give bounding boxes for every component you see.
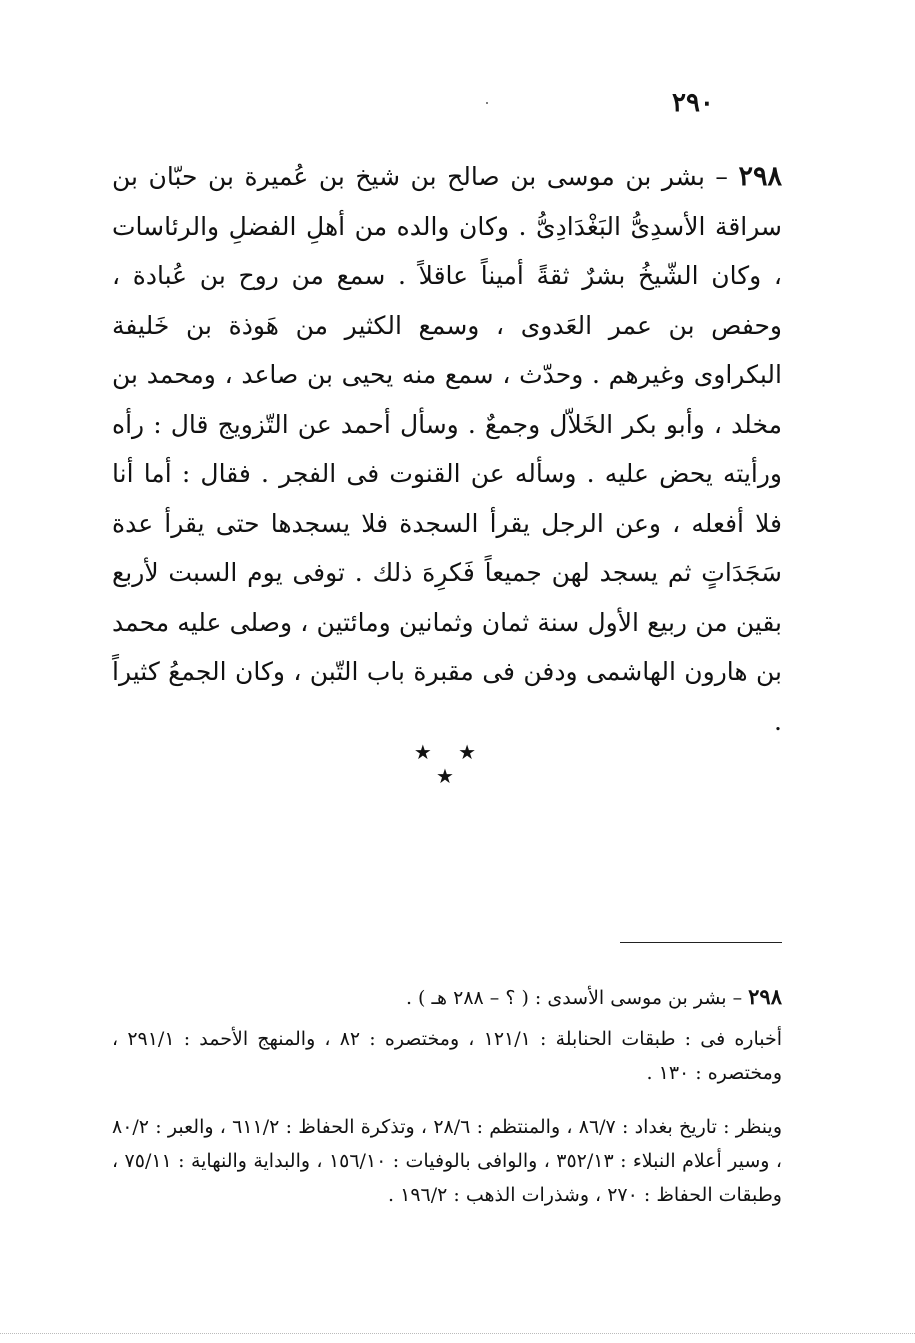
- footnote-dash: –: [726, 987, 749, 1009]
- entry-text: بشر بن موسى بن صالح بن شيخ بن عُميرة بن حبّان بن سراقة الأسدِىُّ البَغْدَادِىُّ . وكان والده من أهلِ الفضلِ والرئاسات ، وكان الشّيخُ بشرٌ ثقةً أميناً عاقلاً . سمع من روح بن عُبادة ، وحفص بن عمر العَدوى ، وسمع الكثير من هَوذة بن خَليفة البكراوى وغيرهم . وحدّث ، سمع منه يحيى بن صاعد ، ومحمد بن مخلد ، وأبو بكر الخَلاّل وجمعٌ . وسأل أحمد عن التّزويج قال : رأه ورأيته يحض عليه . وسأله عن القنوت فى الفجر . فقال : أما أنا فلا أفعله ، وعن الرجل يقرأ السجدة فلا يسجدها حتى يقرأ عدة سَجَدَاتٍ ثم يسجد لهن جميعاً فَكرِهَ ذلك . توفى يوم السبت لأربع بقين من ربيع الأول سنة ثمان وثمانين ومائتين ، وصلى عليه محمد بن هارون الهاشمى ودفن فى مقبرة باب التّبن ، وكان الجمعُ كثيراً .: [112, 162, 782, 736]
- entry-dash: –: [704, 162, 739, 191]
- footnote-number: ٢٩٨: [748, 984, 782, 1009]
- scan-edge-dots: [0, 1333, 915, 1334]
- footnote-references: وينظر : تاريخ بغداد : ٨٦/٧ ، والمنتظم : ٢٨/٦ ، وتذكرة الحفاظ : ٦١١/٢ ، والعبر : ٨٠/٢ ، وسير أعلام النبلاء : ٣٥٢/١٣ ، والوافى بالوفيات : ١٥٦/١٠ ، والبداية والنهاية : ٧٥/١١ ، وطبقات الحفاظ : ٢٧٠ ، وشذرات الذهب : ١٩٦/٢ .: [112, 1116, 782, 1206]
- entry-paragraph: [112, 152, 782, 746]
- footnote-sources: أخباره فى : طبقات الحنابلة : ١٢١/١ ، ومختصره : ٨٢ ، والمنهج الأحمد : ٢٩١/١ ، ومختصره : ١٣٠ .: [112, 1028, 782, 1084]
- entry-number: ٢٩٨: [738, 161, 782, 192]
- footnote-heading: [112, 980, 782, 1015]
- page-number: ٢٩٠: [672, 88, 714, 118]
- footnote-divider: [620, 942, 782, 943]
- section-separator-stars: ★ ★ ★: [413, 740, 487, 788]
- footnote-heading-text: بشر بن موسى الأسدى : ( ؟ – ٢٨٨ هـ ) .: [405, 987, 727, 1009]
- print-speck: [486, 102, 488, 104]
